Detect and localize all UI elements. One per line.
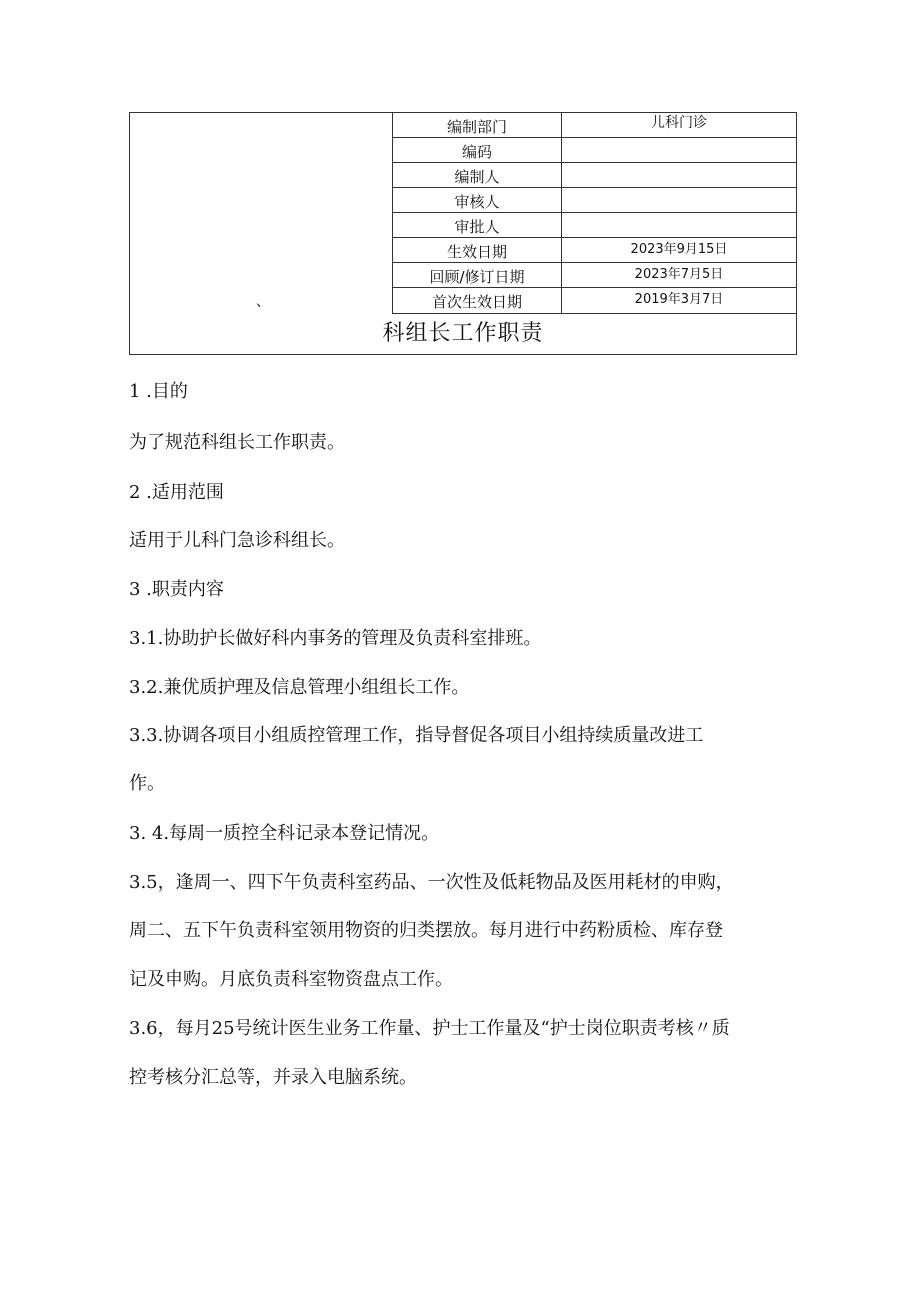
meta-value: [562, 163, 796, 187]
meta-row-code: [393, 138, 796, 163]
meta-label: 编码: [393, 138, 562, 162]
header-left-cell: [130, 113, 393, 314]
paragraph: 3.6，每月25号统计医生业务工作量、护士工作量及“护士岗位职责考核〃质: [129, 1018, 730, 1039]
meta-label: 审核人: [393, 188, 562, 212]
meta-row-first-effective-date: [393, 288, 796, 314]
paragraph: 控考核分汇总等，并录入电脑系统。: [129, 1067, 417, 1088]
meta-label: 生效日期: [393, 238, 562, 262]
meta-value: 2023年7月5日: [634, 267, 724, 282]
paragraph: 3.5，逢周一、四下午负责科室药品、一次性及低耗物品及医用耗材的申购，: [129, 872, 734, 893]
meta-label: 审批人: [393, 213, 562, 237]
paragraph: 为了规范科组长工作职责。: [129, 432, 345, 453]
paragraph: 3.1.协助护长做好科内事务的管理及负责科室排班。: [129, 628, 542, 649]
meta-row-author: [393, 163, 796, 188]
paragraph: 3.2.兼优质护理及信息管理小组组长工作。: [129, 677, 470, 698]
document-header-table: [129, 112, 797, 355]
meta-label: 回顾/修订日期: [393, 263, 562, 287]
paragraph: 记及申购。月底负责科室物资盘点工作。: [129, 969, 453, 990]
section-heading: 3 .职责内容: [129, 579, 224, 600]
meta-label: 编制部门: [393, 113, 562, 137]
meta-label: 首次生效日期: [393, 288, 562, 313]
meta-value: [562, 138, 796, 162]
paragraph: 3.3.协调各项目小组质控管理工作，指导督促各项目小组持续质量改进工: [129, 725, 704, 746]
paragraph: 作。: [129, 773, 165, 794]
section-heading: 1 .目的: [129, 381, 188, 402]
meta-row-reviewer: [393, 188, 796, 213]
meta-row-department: [393, 113, 796, 138]
document-title: 科组长工作职责: [382, 321, 544, 346]
meta-value: 2019年3月7日: [634, 292, 724, 307]
meta-label: 编制人: [393, 163, 562, 187]
meta-value: [562, 213, 796, 237]
section-heading: 2 .适用范围: [129, 482, 224, 503]
header-left-mark: 、: [256, 294, 270, 310]
paragraph: 3. 4.每周一质控全科记录本登记情况。: [129, 823, 440, 844]
meta-row-effective-date: [393, 238, 796, 263]
paragraph: 适用于儿科门急诊科组长。: [129, 530, 345, 551]
meta-value: 儿科门诊: [651, 115, 707, 131]
meta-row-revision-date: [393, 263, 796, 288]
meta-row-approver: [393, 213, 796, 238]
meta-value: [562, 188, 796, 212]
meta-value: 2023年9月15日: [630, 242, 728, 257]
paragraph: 周二、五下午负责科室领用物资的归类摆放。每月进行中药粉质检、库存登: [129, 920, 723, 941]
